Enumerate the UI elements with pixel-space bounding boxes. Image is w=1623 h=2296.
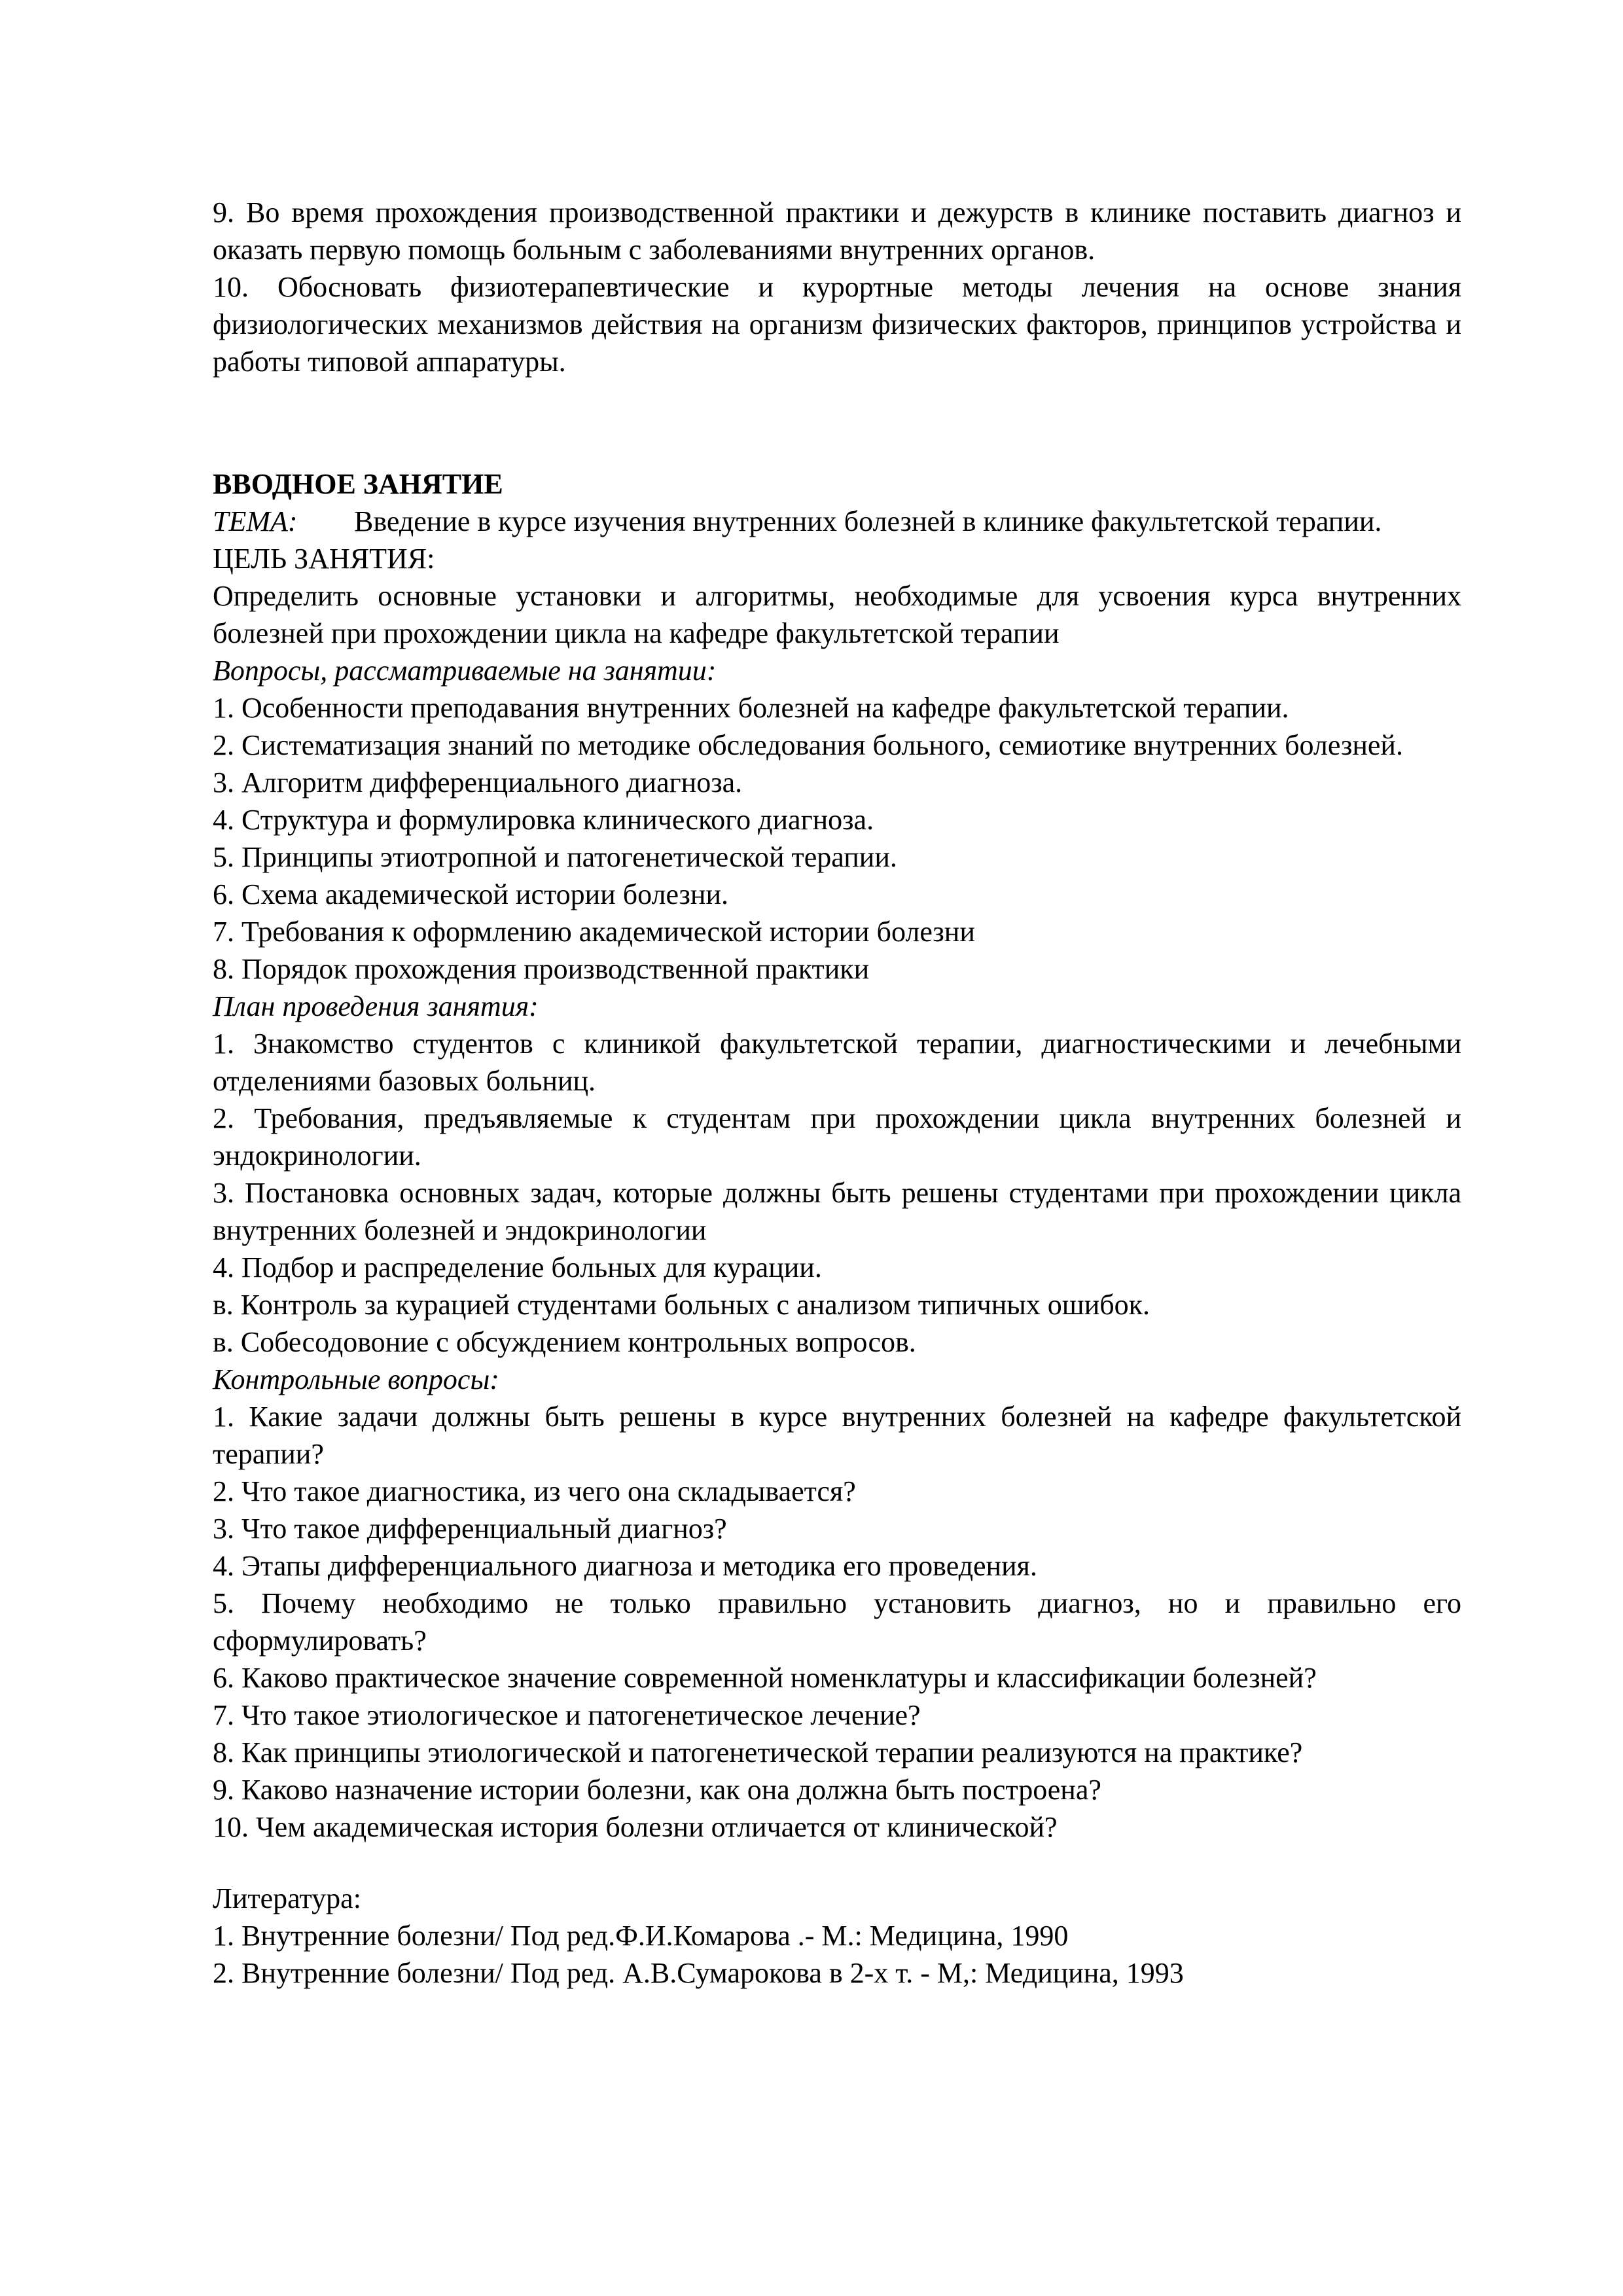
goal-heading: ЦЕЛЬ ЗАНЯТИЯ: <box>213 543 435 575</box>
question-item: 8. Порядок прохождения производственной практики <box>213 953 870 985</box>
lesson-topic <box>213 503 1461 540</box>
spacer <box>213 1846 1461 1880</box>
plan-item: в. Собесодовоние с обсуждением контрольных вопросов. <box>213 1326 916 1358</box>
control-question-item: 8. Как принципы этиологической и патогенетической терапии реализуются на практике? <box>213 1736 1303 1768</box>
control-question-item: 2. Что такое диагностика, из чего она складывается? <box>213 1475 856 1507</box>
control-questions-heading: Контрольные вопросы: <box>213 1363 499 1395</box>
question-item: 1. Особенности преподавания внутренних болезней на кафедре факультетской терапии. <box>213 692 1289 724</box>
plan-item: 3. Постановка основных задач, которые должны быть решены студентами при прохождении цикла внутренних болезней и эндокринологии <box>213 1177 1461 1246</box>
control-question-item: 1. Какие задачи должны быть решены в курсе внутренних болезней на кафедре факультетской терапии? <box>213 1401 1461 1470</box>
control-question-item: 4. Этапы дифференциального диагноза и методика его проведения. <box>213 1550 1037 1582</box>
control-question-item: 3. Что такое дифференциальный диагноз? <box>213 1513 727 1545</box>
lesson-heading: ВВОДНОЕ ЗАНЯТИЕ <box>213 468 503 500</box>
spacer <box>213 380 1461 465</box>
topic-label: ТЕМА: <box>213 505 298 537</box>
control-question-item: 9. Каково назначение истории болезни, как она должна быть построена? <box>213 1774 1101 1806</box>
question-item: 2. Систематизация знаний по методике обследования больного, семиотике внутренних болезней. <box>213 729 1403 761</box>
question-item: 6. Схема академической истории болезни. <box>213 878 729 910</box>
question-item: 7. Требования к оформлению академической истории болезни <box>213 916 975 948</box>
control-question-item: 5. Почему необходимо не только правильно установить диагноз, но и правильно его сформулировать? <box>213 1587 1461 1657</box>
plan-heading: План проведения занятия: <box>213 990 539 1022</box>
topic-text: Введение в курсе изучения внутренних болезней в клинике факультетской терапии. <box>354 505 1382 537</box>
intro-item: 10. Обосновать физиотерапевтические и курортные методы лечения на основе знания физиологических механизмов действия на организм физических факторов, принципов устройства и работы типовой аппаратуры. <box>213 271 1461 378</box>
literature-item: 1. Внутренние болезни/ Под ред.Ф.И.Комарова .- М.: Медицина, 1990 <box>213 1920 1069 1952</box>
plan-item: 1. Знакомство студентов с клиникой факультетской терапии, диагностическими и лечебными отделениями базовых больниц. <box>213 1028 1461 1097</box>
question-item: 5. Принципы этиотропной и патогенетической терапии. <box>213 841 897 873</box>
question-item: 3. Алгоритм дифференциального диагноза. <box>213 766 743 798</box>
goal-text: Определить основные установки и алгоритмы, необходимые для усвоения курса внутренних болезней при прохождении цикла на кафедре факультетской терапии <box>213 580 1461 649</box>
questions-heading: Вопросы, рассматриваемые на занятии: <box>213 655 717 687</box>
control-question-item: 10. Чем академическая история болезни отличается от клинической? <box>213 1811 1058 1843</box>
page-content <box>213 194 1461 1992</box>
plan-item: 4. Подбор и распределение больных для курации. <box>213 1251 822 1283</box>
literature-heading: Литература: <box>213 1882 361 1914</box>
plan-item: в. Контроль за курацией студентами больных с анализом типичных ошибок. <box>213 1289 1150 1321</box>
plan-item: 2. Требования, предъявляемые к студентам при прохождении цикла внутренних болезней и эндокринологии. <box>213 1102 1461 1172</box>
intro-item: 9. Во время прохождения производственной практики и дежурств в клинике поставить диагноз и оказать первую помощь больным с заболеваниями внутренних органов. <box>213 196 1461 266</box>
control-question-item: 6. Каково практическое значение современной номенклатуры и классификации болезней? <box>213 1662 1317 1694</box>
control-question-item: 7. Что такое этиологическое и патогенетическое лечение? <box>213 1699 921 1731</box>
question-item: 4. Структура и формулировка клинического диагноза. <box>213 804 874 836</box>
literature-item: 2. Внутренние болезни/ Под ред. А.В.Сумарокова в 2-х т. - М,: Медицина, 1993 <box>213 1957 1184 1989</box>
